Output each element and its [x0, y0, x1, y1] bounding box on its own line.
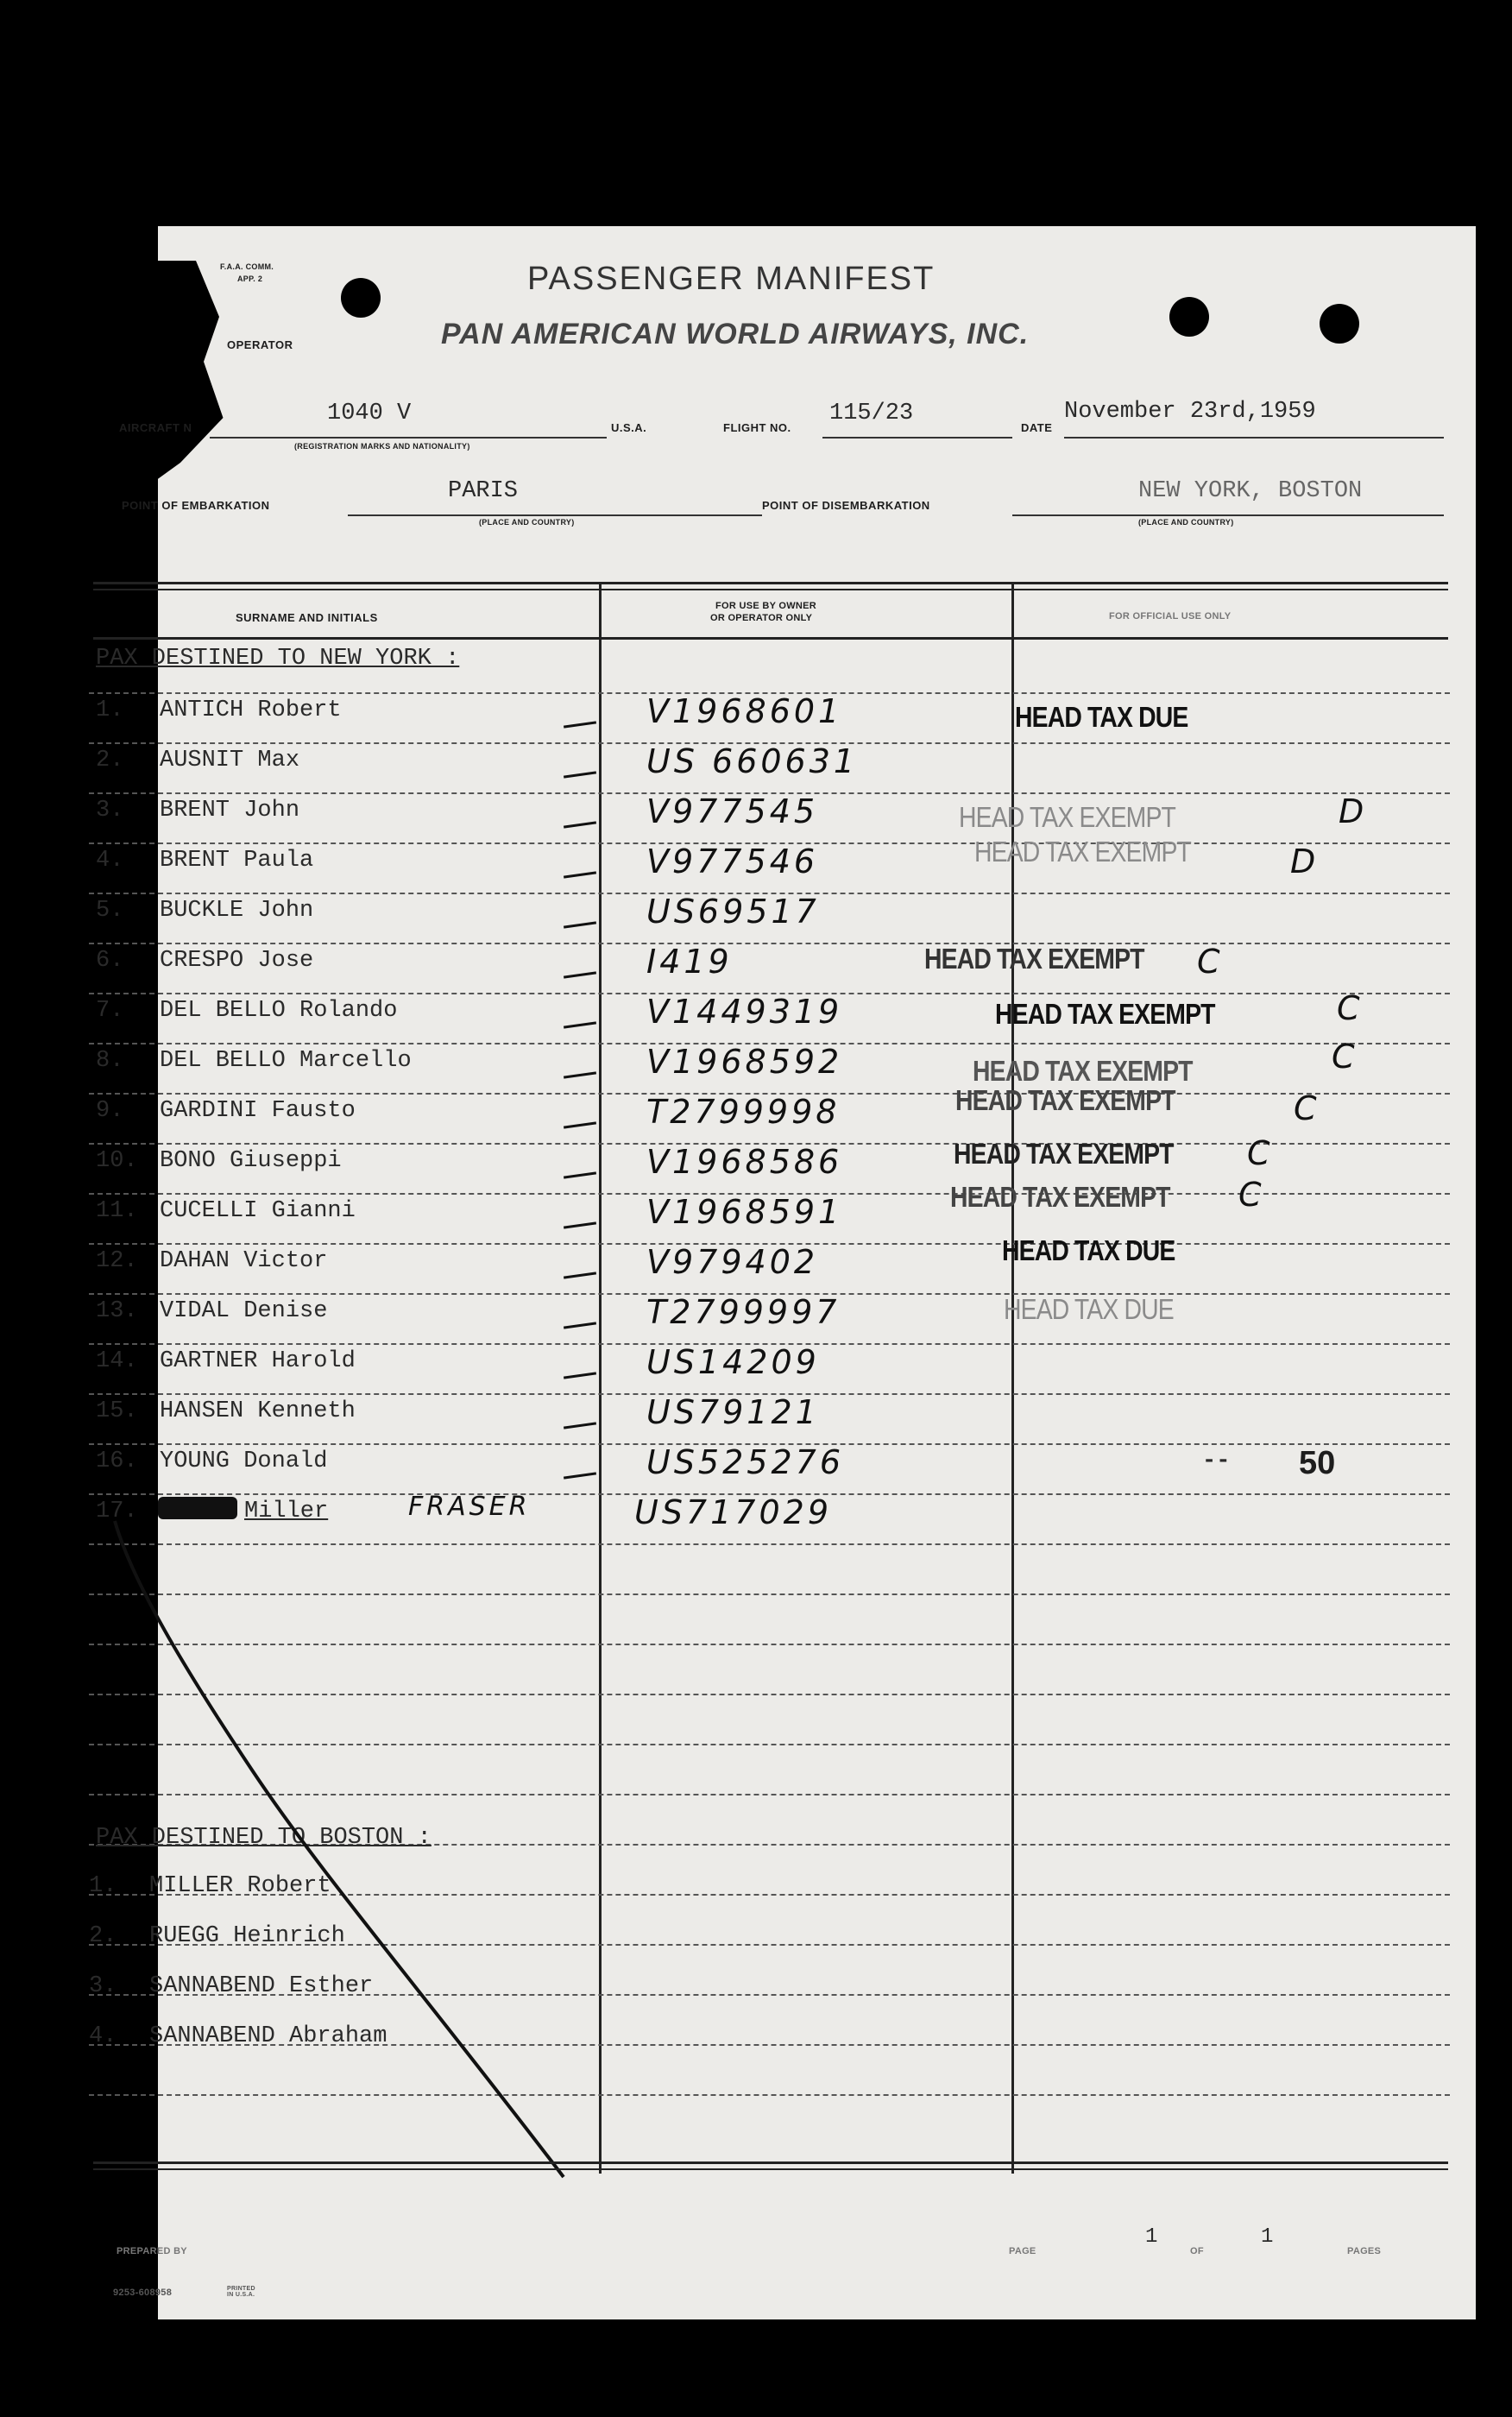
tax-status-stamp: HEAD TAX EXEMPT	[924, 943, 1144, 975]
passenger-name: GARDINI Fausto	[160, 1098, 356, 1124]
handwritten-mark: C	[1238, 1176, 1262, 1214]
tax-status-stamp: HEAD TAX EXEMPT	[954, 1138, 1174, 1170]
passenger-name: CUCELLI Gianni	[160, 1198, 356, 1224]
page-title: PASSENGER MANIFEST	[527, 261, 936, 297]
passport-number: V977546	[646, 842, 819, 880]
passport-number: US69517	[646, 893, 820, 931]
page-label: PAGE	[1009, 2246, 1036, 2256]
passenger-name: ANTICH Robert	[160, 697, 342, 723]
passport-number: V1449319	[646, 993, 843, 1031]
total-value: 50	[1299, 1445, 1336, 1481]
flight-value: 115/23	[829, 401, 914, 426]
passenger-name: MILLER Robert	[149, 1873, 331, 1899]
handwritten-mark: C	[1294, 1089, 1317, 1127]
aircraft-value: 1040 V	[327, 401, 412, 426]
new-york-section-heading: PAX DESTINED TO NEW YORK :	[96, 646, 460, 672]
torn-corner	[149, 261, 227, 485]
passport-number: US79121	[646, 1393, 820, 1431]
tax-status-stamp: HEAD TAX EXEMPT	[973, 1055, 1193, 1087]
handwritten-mark: C	[1332, 1038, 1355, 1076]
punch-hole	[1169, 297, 1209, 337]
tax-status-stamp: HEAD TAX EXEMPT	[995, 998, 1215, 1030]
boston-section-heading: PAX DESTINED TO BOSTON :	[96, 1825, 432, 1851]
usa-label: U.S.A.	[611, 421, 647, 434]
passport-number: V977545	[646, 792, 819, 830]
tax-status-stamp: HEAD TAX DUE	[1004, 1293, 1174, 1325]
passenger-name: SANNABEND Abraham	[149, 2023, 387, 2049]
passport-number: US717029	[634, 1493, 832, 1531]
total-dash: --	[1202, 1448, 1231, 1474]
prepared-by-label: PREPARED BY	[117, 2246, 187, 2256]
passenger-name: DEL BELLO Marcello	[160, 1048, 412, 1074]
handwritten-mark: C	[1247, 1134, 1270, 1172]
total-pages: 1	[1261, 2225, 1274, 2249]
disembark-label: POINT OF DISEMBARKATION	[762, 499, 930, 512]
pages-label: PAGES	[1347, 2246, 1382, 2256]
passenger-name: SANNABEND Esther	[149, 1973, 374, 1999]
handwritten-mark: D	[1290, 842, 1316, 880]
col-owner-header-2: OR OPERATOR ONLY	[710, 613, 813, 623]
passport-number: T2799997	[646, 1293, 841, 1331]
handwritten-mark: C	[1197, 943, 1220, 981]
disembark-value: NEW YORK, BOSTON	[1138, 478, 1363, 504]
handwritten-mark: C	[1337, 989, 1360, 1027]
aircraft-label: AIRCRAFT N	[119, 421, 192, 434]
page-number: 1	[1145, 2225, 1158, 2249]
passenger-name: RUEGG Heinrich	[149, 1923, 345, 1949]
passport-number: V1968601	[646, 692, 843, 730]
printer-mark: PRINTED IN U.S.A.	[227, 2286, 255, 2298]
passenger-name: AUSNIT Max	[160, 748, 300, 773]
form-corner-line2: APP. 2	[237, 275, 263, 283]
passenger-name: DAHAN Victor	[160, 1248, 328, 1274]
passport-number: US14209	[646, 1343, 820, 1381]
passenger-name: BRENT Paula	[160, 848, 314, 874]
col-official-header: FOR OFFICIAL USE ONLY	[1109, 611, 1232, 622]
handwritten-mark: D	[1339, 792, 1364, 830]
embark-value: PARIS	[448, 478, 519, 504]
tax-status-stamp: HEAD TAX EXEMPT	[959, 801, 1175, 833]
of-label: OF	[1190, 2246, 1204, 2256]
passport-number: US 660631	[646, 742, 859, 780]
passenger-name: CRESPO Jose	[160, 948, 314, 974]
registration-caption: (REGISTRATION MARKS AND NATIONALITY)	[294, 442, 470, 451]
tax-status-stamp: HEAD TAX EXEMPT	[950, 1181, 1170, 1213]
operator-label: OPERATOR	[227, 338, 293, 351]
passport-number: V1968586	[646, 1143, 843, 1181]
passenger-name: HANSEN Kenneth	[160, 1398, 356, 1424]
passenger-name: BONO Giuseppi	[160, 1148, 342, 1174]
passport-number: V1968591	[646, 1193, 843, 1231]
tax-status-stamp: HEAD TAX DUE	[1015, 701, 1188, 733]
embark-label: POINT OF EMBARKATION	[122, 499, 270, 512]
form-number: 9253-608958	[113, 2288, 173, 2298]
passenger-name: Miller	[244, 1499, 329, 1524]
passenger-name: BRENT John	[160, 798, 300, 824]
passport-number: V979402	[646, 1243, 819, 1281]
tax-status-stamp: HEAD TAX DUE	[1002, 1234, 1175, 1266]
date-value: November 23rd,1959	[1064, 399, 1316, 425]
passenger-name: DEL BELLO Rolando	[160, 998, 398, 1024]
passport-number: US525276	[646, 1443, 844, 1481]
airline-name: PAN AMERICAN WORLD AIRWAYS, INC.	[441, 318, 1030, 350]
flight-label: FLIGHT NO.	[723, 421, 791, 434]
passenger-name: VIDAL Denise	[160, 1298, 328, 1324]
passenger-name: GARTNER Harold	[160, 1348, 356, 1374]
handwritten-name: FRASER	[408, 1492, 531, 1522]
form-corner-line1: F.A.A. COMM.	[220, 262, 274, 271]
passenger-name: YOUNG Donald	[160, 1448, 328, 1474]
punch-hole	[341, 278, 381, 318]
cross-out-line	[80, 1512, 615, 2186]
col-owner-header-1: FOR USE BY OWNER	[715, 601, 817, 611]
tax-status-stamp: HEAD TAX EXEMPT	[955, 1084, 1175, 1116]
embark-caption: (PLACE AND COUNTRY)	[479, 518, 575, 527]
passport-number: I419	[646, 943, 733, 981]
punch-hole	[1320, 304, 1359, 344]
passport-number: T2799998	[646, 1093, 841, 1131]
date-label: DATE	[1021, 421, 1053, 434]
passenger-name: BUCKLE John	[160, 898, 314, 924]
tax-status-stamp: HEAD TAX EXEMPT	[974, 836, 1191, 868]
manifest-sheet: F.A.A. COMM. APP. 2 OPERATOR PASSENGER MANIFEST PAN AMERICAN WORLD AIRWAYS, INC. AIRCRAFT N 1040 V (REGISTRATION MARKS AND NATIONALITY) U.S.A. FLIGHT NO. 115/23 DATE November 23rd,1959 POINT OF EMBARKATION PARIS (PLACE AND COUNTRY) POINT OF DISEMBARKATION NEW YORK, BOSTON (PLACE AND COUNTRY) SURNAME AND INITIALS FOR USE BY OWNER OR OPERATOR ONLY FOR OFFICIAL USE ONLY PAX DESTINED TO NEW YORK : 1. ANTICH Robert V1968601 HEAD TAX DUE 2. AUSNIT Max US 660631 3. BRENT John V977545 HEAD TAX EXEMPT D 4. BRENT Paula V977546 HEAD TAX EXEMPT D 5. BUCKLE John US69517 6. CRESPO Jose I419 HEAD TAX EXEMPT C 7. DEL BELLO Rolando V1449319 HEAD TAX EXEMPT C 8. DEL BELLO Marcello V1968592 HEAD TAX EXEMPT C 9. GARDINI Fausto T2799998 HEAD TAX EXEMPT C 10. BONO Giuseppi V1968586 HEAD TAX EXEMPT C 11. CUCELLI Gianni V1968591 HEAD TAX EXEMPT C 12. DAHAN Victor V979402 HEAD TAX DUE 13. VIDAL Denise T2799997 HEAD TAX DUE 14. GARTNER Harold US14209 15. HANSEN Kenneth US79121 16. YOUNG Donald US525276 -- 50 17. Miller FRASER US717029 PAX DESTINED TO BOSTON : 1. MILLER Robert 2. RUEGG Heinrich 3. SANNABEND Esther 4. SANNABEND Abraham PREPARED BY PAGE 1 OF 1 PAGES 9253-608958 PRINTED IN U.S.A.	[158, 226, 1476, 2319]
passport-number: V1968592	[646, 1043, 843, 1081]
col-surname-header: SURNAME AND INITIALS	[236, 611, 378, 624]
disembark-caption: (PLACE AND COUNTRY)	[1138, 518, 1234, 527]
